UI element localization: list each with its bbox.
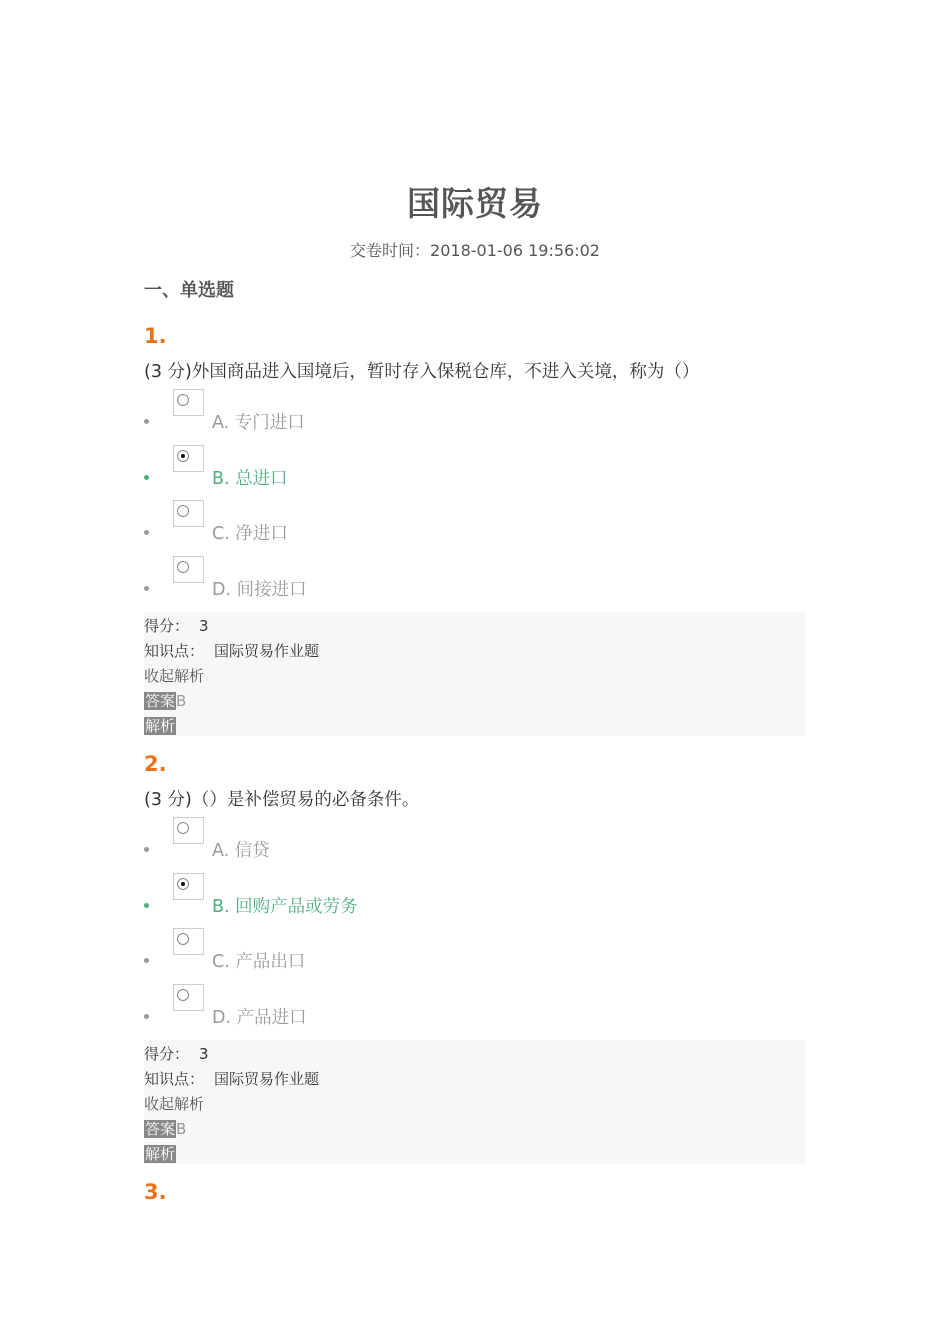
- radio-unchecked-icon: [177, 822, 189, 834]
- radio-button[interactable]: [173, 445, 204, 472]
- option-c[interactable]: [144, 928, 806, 984]
- option-label: B. 回购产品或劳务: [212, 896, 358, 917]
- radio-button[interactable]: [173, 984, 204, 1011]
- radio-checked-icon: [177, 878, 189, 890]
- bullet-icon: [144, 419, 149, 424]
- bullet-icon: [144, 958, 149, 963]
- bullet-icon: [144, 847, 149, 852]
- question-2: [144, 749, 806, 1164]
- radio-unchecked-icon: [177, 394, 189, 406]
- question-text: (3 分)（）是补偿贸易的必备条件。: [144, 790, 420, 810]
- question-number: 3.: [144, 1180, 167, 1204]
- radio-button[interactable]: [173, 556, 204, 583]
- option-label: B. 总进口: [212, 468, 288, 489]
- knowledge-label: 知识点：: [144, 641, 205, 660]
- knowledge-value: 国际贸易作业题: [214, 1069, 320, 1088]
- option-d[interactable]: [144, 984, 806, 1040]
- option-d[interactable]: [144, 556, 806, 612]
- answer-value: B: [176, 691, 187, 710]
- collapse-analysis-link[interactable]: 收起解析: [144, 666, 205, 685]
- bullet-icon: [144, 903, 149, 908]
- bullet-icon: [144, 530, 149, 535]
- bullet-icon: [144, 1014, 149, 1019]
- question-number: 2.: [144, 752, 167, 776]
- answer-tag: 答案: [145, 1119, 176, 1138]
- question-3: [144, 1177, 806, 1207]
- section-title: 一、单选题: [144, 280, 234, 301]
- score-label: 得分：: [144, 1044, 190, 1063]
- option-a[interactable]: [144, 389, 806, 445]
- analysis-row: [144, 1142, 806, 1167]
- answer-row: [144, 689, 806, 714]
- radio-unchecked-icon: [177, 933, 189, 945]
- knowledge-value: 国际贸易作业题: [214, 641, 320, 660]
- radio-unchecked-icon: [177, 505, 189, 517]
- analysis-tag: 解析: [145, 1144, 176, 1163]
- option-c[interactable]: [144, 500, 806, 556]
- score-value: 3: [199, 616, 209, 635]
- option-label: A. 专门进口: [212, 413, 305, 433]
- result-panel: [144, 1040, 806, 1164]
- radio-unchecked-icon: [177, 989, 189, 1001]
- option-label: C. 净进口: [212, 524, 288, 545]
- radio-checked-icon: [177, 450, 189, 462]
- score-value: 3: [199, 1044, 209, 1063]
- result-panel: [144, 612, 806, 736]
- option-label: A. 信贷: [212, 841, 270, 861]
- option-label: D. 产品进口: [212, 1008, 307, 1029]
- option-b[interactable]: [144, 873, 806, 929]
- question-text: (3 分)外国商品进入国境后，暂时存入保税仓库，不进入关境，称为（）: [144, 362, 700, 382]
- options-list: [144, 817, 806, 1040]
- radio-button[interactable]: [173, 873, 204, 900]
- options-list: [144, 389, 806, 612]
- option-a[interactable]: [144, 817, 806, 873]
- radio-unchecked-icon: [177, 561, 189, 573]
- score-row: [144, 1042, 806, 1067]
- knowledge-label: 知识点：: [144, 1069, 205, 1088]
- answer-value: B: [176, 1119, 187, 1138]
- radio-button[interactable]: [173, 817, 204, 844]
- page-title: 国际贸易: [407, 184, 543, 223]
- option-b[interactable]: [144, 445, 806, 501]
- radio-button[interactable]: [173, 389, 204, 416]
- analysis-row: [144, 714, 806, 739]
- submit-time: 交卷时间：2018-01-06 19:56:02: [350, 241, 600, 260]
- bullet-icon: [144, 586, 149, 591]
- bullet-icon: [144, 475, 149, 480]
- option-label: D. 间接进口: [212, 580, 307, 601]
- option-label: C. 产品出口: [212, 952, 306, 973]
- knowledge-row: [144, 1067, 806, 1092]
- analysis-tag: 解析: [145, 716, 176, 735]
- question-1: [144, 321, 806, 736]
- answer-row: [144, 1117, 806, 1142]
- collapse-analysis-link[interactable]: 收起解析: [144, 1094, 205, 1113]
- answer-tag: 答案: [145, 691, 176, 710]
- radio-button[interactable]: [173, 928, 204, 955]
- question-number: 1.: [144, 324, 167, 348]
- radio-button[interactable]: [173, 500, 204, 527]
- score-row: [144, 614, 806, 639]
- score-label: 得分：: [144, 616, 190, 635]
- knowledge-row: [144, 639, 806, 664]
